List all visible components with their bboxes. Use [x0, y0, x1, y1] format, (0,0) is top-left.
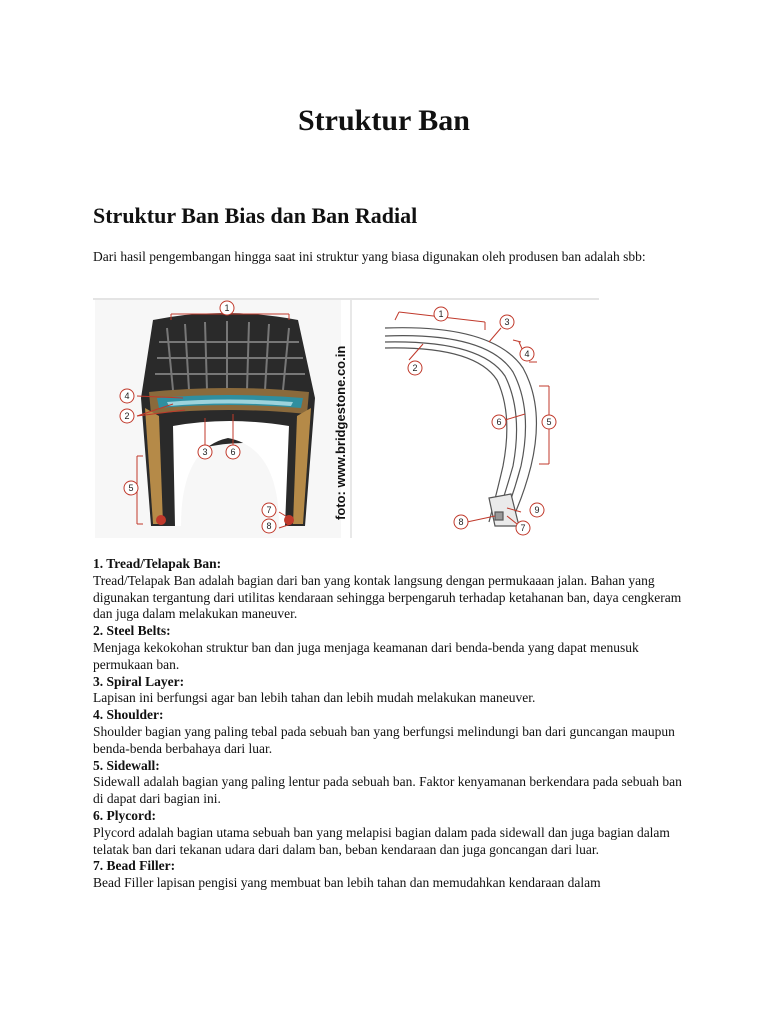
left-label-6: 6	[230, 447, 236, 457]
left-label-3: 3	[202, 447, 208, 457]
item-text-bead-filler: Bead Filler lapisan pengisi yang membuat ban lebih tahan dan memudahkan kendaraan dalam	[93, 875, 601, 891]
item-text-steel-belts: Menjaga kekokohan struktur ban dan juga menjaga keamanan dari benda-benda yang dapat menusuk permukaan ban.	[93, 639, 639, 672]
left-label-8: 8	[266, 521, 272, 531]
item-heading-spiral-layer: 3. Spiral Layer:	[93, 673, 185, 689]
item-text-sidewall: Sidewall adalah bagian yang paling lentur pada sebuah ban. Faktor kenyamanan berkendara pada sebuah ban di dapat dari bagian ini.	[93, 774, 682, 807]
right-label-3: 3	[504, 317, 510, 327]
item-heading-sidewall: 5. Sidewall:	[93, 757, 160, 773]
left-label-7: 7	[266, 505, 272, 515]
right-label-6: 6	[496, 417, 502, 427]
left-label-1: 1	[224, 303, 230, 313]
item-heading-shoulder: 4. Shoulder:	[93, 707, 164, 723]
item-text-spiral-layer: Lapisan ini berfungsi agar ban lebih tahan dan lebih mudah melakukan maneuver.	[93, 690, 536, 706]
item-heading-steel-belts: 2. Steel Belts:	[93, 623, 171, 639]
item-text-shoulder: Shoulder bagian yang paling tebal pada sebuah ban yang berfungsi melindungi ban dari guncangan maupun benda-benda berbahaya dari luar.	[93, 723, 675, 756]
item-text-tread: Tread/Telapak Ban adalah bagian dari ban yang kontak langsung dengan permukaaan jalan. Bahan yang digunakan tergantung dari utilitas kendaraan sehingga berpengaruh terhadap ketahanan ban, daya cengkeram dan juga dalam melakukan maneuver.	[93, 572, 682, 622]
tire-structure-figure	[93, 298, 599, 540]
right-label-7: 7	[520, 523, 526, 533]
component-list	[93, 556, 693, 892]
photo-credit: foto: www.bridgestone.co.in	[333, 345, 348, 520]
right-label-8: 8	[458, 517, 464, 527]
left-label-5: 5	[128, 483, 134, 493]
right-label-1: 1	[438, 309, 444, 319]
document-title: Struktur Ban	[297, 104, 470, 137]
item-heading-tread: 1. Tread/Telapak Ban:	[93, 556, 222, 571]
right-label-9: 9	[534, 505, 540, 515]
intro-paragraph: Dari hasil pengembangan hingga saat ini struktur yang biasa digunakan oleh produsen ban adalah sbb:	[93, 249, 646, 264]
item-heading-plycord: 6. Plycord:	[93, 807, 156, 823]
left-label-4: 4	[124, 391, 130, 401]
section-title: Struktur Ban Bias dan Ban Radial	[93, 203, 418, 228]
item-text-plycord: Plycord adalah bagian utama sebuah ban yang melapisi bagian dalam pada sidewall dan juga bagian dalam telatak ban dari tekanan udara dari dalam ban, beban kendaraan dan juga goncangan dari luar.	[93, 824, 670, 857]
right-label-2: 2	[412, 363, 418, 373]
right-label-5: 5	[546, 417, 552, 427]
right-label-4: 4	[524, 349, 530, 359]
tire-diagram	[93, 298, 599, 540]
left-label-2: 2	[124, 411, 130, 421]
item-heading-bead-filler: 7. Bead Filler:	[93, 858, 176, 874]
